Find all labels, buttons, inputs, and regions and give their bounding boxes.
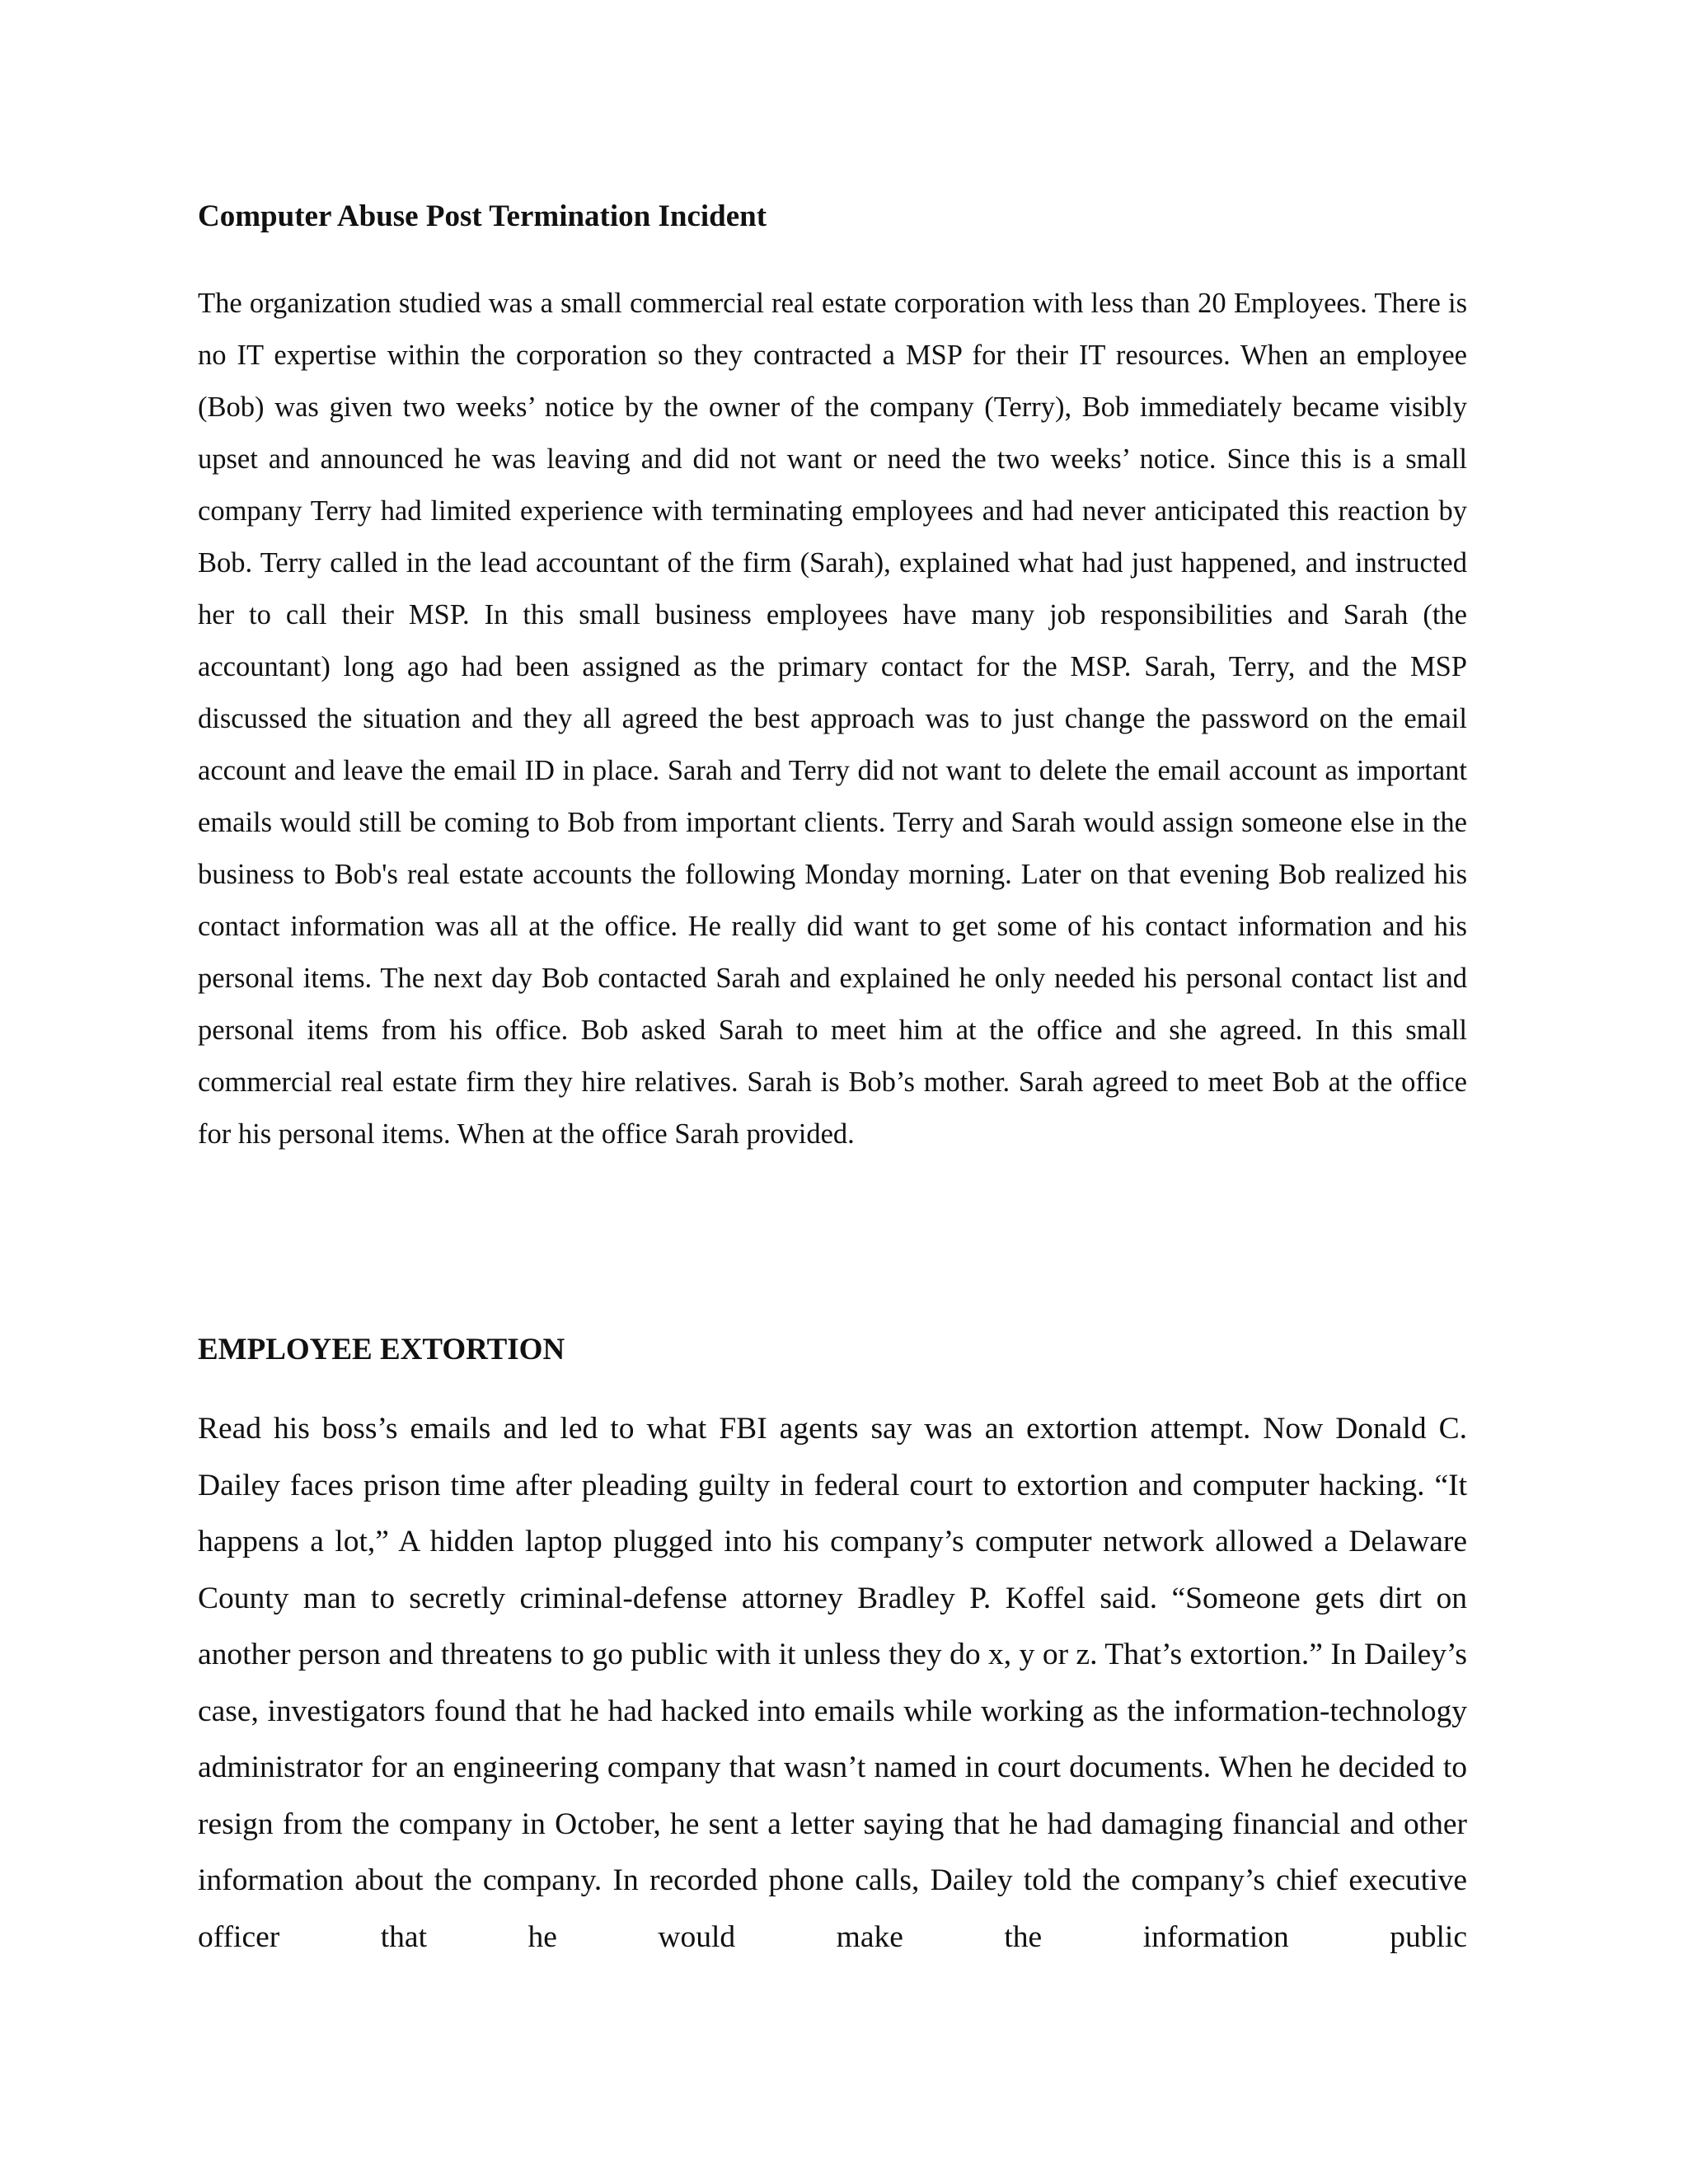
section-title-computer-abuse: Computer Abuse Post Termination Incident (198, 199, 767, 233)
section-body-computer-abuse: The organization studied was a small commercial real estate corporation with less than 20 Employees. There is no IT expertise within the corporation so they contracted a MSP for their IT resources. When an employee (Bob) was given two weeks’ notice by the owner of the company (Terry), Bob immediately became visibly upset and announced he was leaving and did not want or need the two weeks’ notice. Since this is a small company Terry had limited experience with terminating employees and had never anticipated this reaction by Bob. Terry called in the lead accountant of the firm (Sarah), explained what had just happened, and instructed her to call their MSP. In this small business employees have many job responsibilities and Sarah (the accountant) long ago had been assigned as the primary contact for the MSP. Sarah, Terry, and the MSP discussed the situation and they all agreed the best approach was to just change the password on the email account and leave the email ID in place. Sarah and Terry did not want to delete the email account as important emails would still be coming to Bob from important clients. Terry and Sarah would assign someone else in the business to Bob's real estate accounts the following Monday morning. Later on that evening Bob realized his contact information was all at the office. He really did want to get some of his contact information and his personal items. The next day Bob contacted Sarah and explained he only needed his personal contact list and personal items from his office. Bob asked Sarah to meet him at the office and she agreed. In this small commercial real estate firm they hire relatives. Sarah is Bob’s mother. Sarah agreed to meet Bob at the office for his personal items. When at the office Sarah provided. (198, 288, 1467, 1150)
section-body-employee-extortion: Read his boss’s emails and led to what FBI agents say was an extortion attempt. Now Donald C. Dailey faces prison time after pleading guilty in federal court to extortion and computer hacking. “It happens a lot,” A hidden laptop plugged into his company’s computer network allowed a Delaware County man to secretly criminal-defense attorney Bradley P. Koffel said. “Someone gets dirt on another person and threatens to go public with it unless they do x, y or z. That’s extortion.” In Dailey’s case, investigators found that he had hacked into emails while working as the information-technology administrator for an engineering company that wasn’t named in court documents. When he decided to resign from the company in October, he sent a letter saying that he had damaging financial and other information about the company. In recorded phone calls, Dailey told the company’s chief executive officer that he would make the information public (198, 1412, 1467, 1954)
section-title-employee-extortion: EMPLOYEE EXTORTION (198, 1333, 565, 1366)
